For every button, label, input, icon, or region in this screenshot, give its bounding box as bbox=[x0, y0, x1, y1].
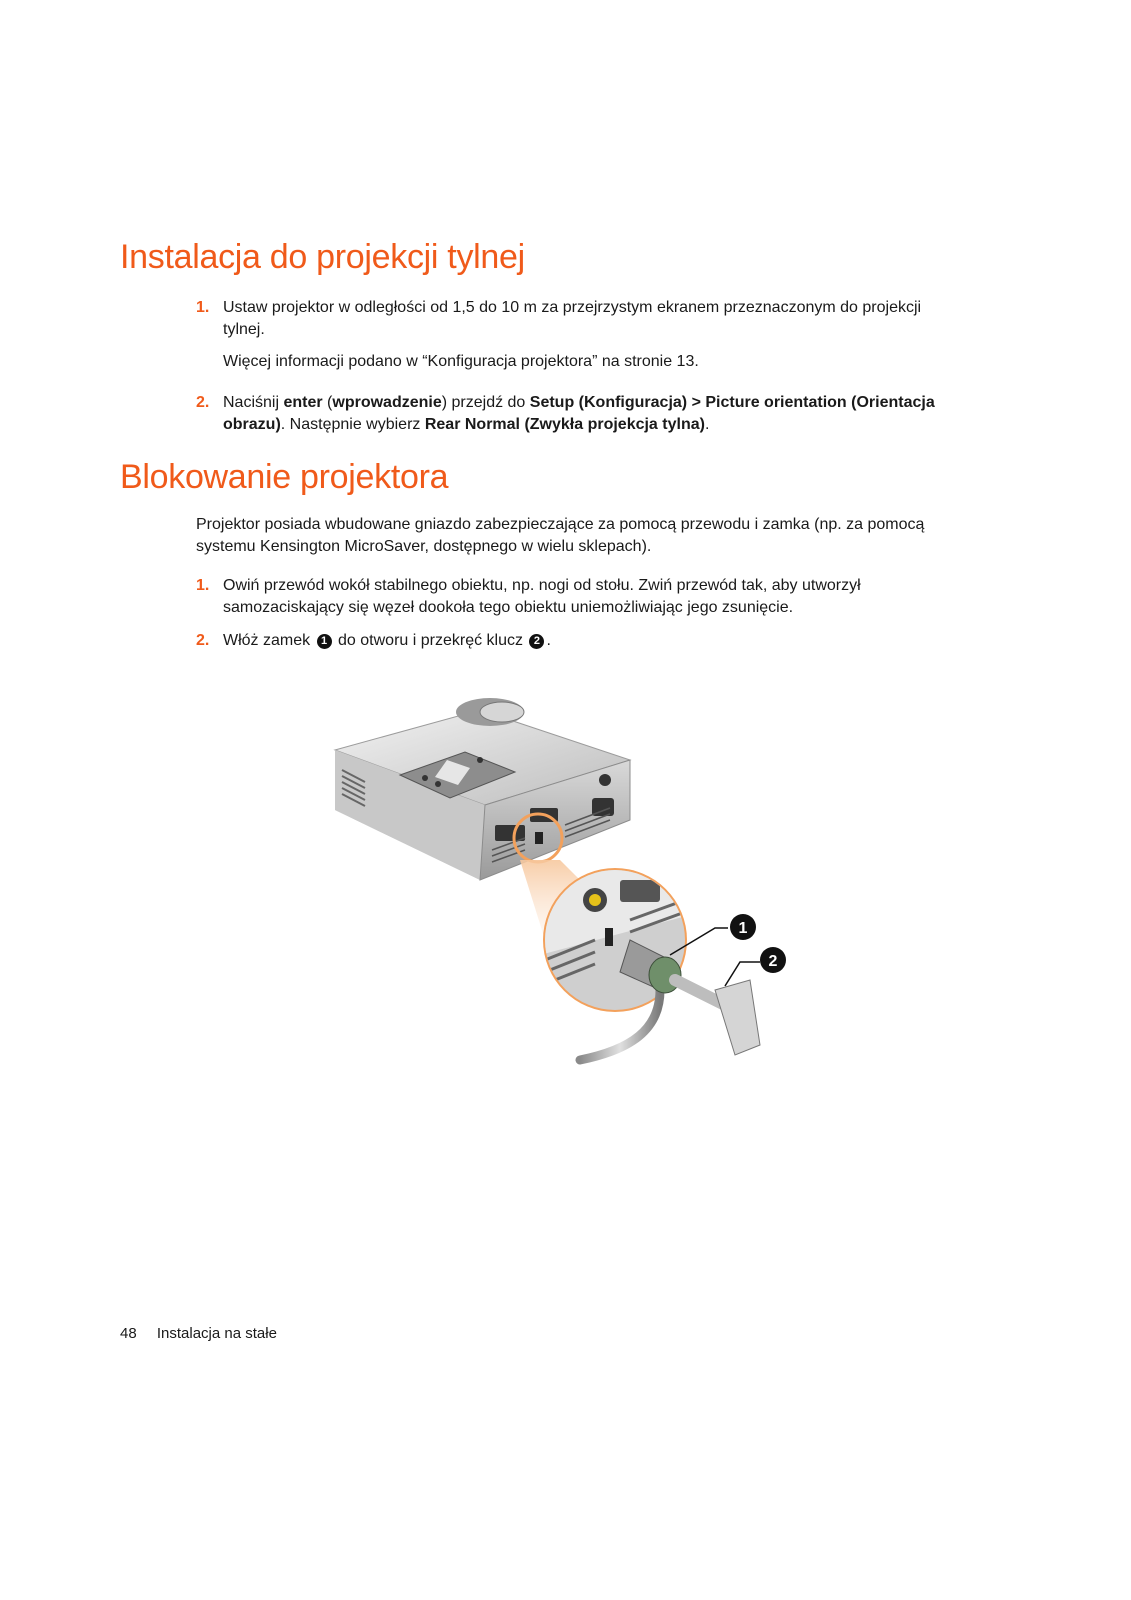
step-number: 2. bbox=[196, 632, 210, 649]
rear-projection-note: Więcej informacji podano w “Konfiguracja projektora” na stronie 13. bbox=[223, 353, 699, 370]
locking-step-1 bbox=[196, 575, 966, 619]
menu-path: Setup (Konfiguracja) > Picture orientation (Orientacja obrazu) bbox=[223, 394, 935, 433]
step-text bbox=[223, 630, 966, 652]
text-run: ) przejdź do bbox=[441, 394, 530, 411]
callout-1-label: 1 bbox=[738, 920, 748, 937]
menu-option: Rear Normal (Zwykła projekcja tylna) bbox=[424, 416, 705, 433]
callout-2-marker: 2 bbox=[529, 634, 544, 649]
locking-intro: Projektor posiada wbudowane gniazdo zabezpieczające za pomocą przewodu i zamka (np. za pomocą systemu Kensington MicroSaver, dostępnego w wielu sklepach). bbox=[196, 516, 925, 555]
projector-body bbox=[335, 698, 630, 880]
key-enter: enter bbox=[283, 394, 323, 411]
rear-projection-step-1 bbox=[196, 297, 966, 341]
step-number: 1. bbox=[196, 299, 210, 316]
text-run: . Następnie wybierz bbox=[280, 416, 425, 433]
key bbox=[715, 980, 760, 1055]
step-number: 1. bbox=[196, 577, 210, 594]
footer-chapter: Instalacja na stałe bbox=[156, 1325, 277, 1342]
rear-projection-step-2 bbox=[196, 392, 966, 436]
step-number: 2. bbox=[196, 394, 210, 411]
section-title-rear-projection: Instalacja do projekcji tylnej bbox=[120, 238, 525, 276]
text-run: Naciśnij bbox=[223, 394, 284, 411]
text-run: . bbox=[546, 632, 551, 649]
step-text: Ustaw projektor w odległości od 1,5 do 10 m za przejrzystym ekranem przeznaczonym do projekcji tylnej. bbox=[223, 299, 922, 338]
callout-2-label: 2 bbox=[768, 953, 778, 970]
callouts bbox=[670, 914, 786, 986]
projector-lock-drawing bbox=[330, 690, 800, 1075]
text-run: ( bbox=[322, 394, 333, 411]
page-number: 48 bbox=[120, 1325, 137, 1342]
key-enter-translation: wprowadzenie bbox=[332, 394, 442, 411]
text-run: . bbox=[704, 416, 710, 433]
locking-step-2 bbox=[196, 630, 966, 652]
section-title-locking: Blokowanie projektora bbox=[120, 458, 449, 496]
projector-lock-illustration bbox=[330, 690, 800, 1075]
text-run: do otworu i przekręć klucz bbox=[333, 632, 528, 649]
step-text bbox=[223, 392, 966, 436]
callout-1-marker: 1 bbox=[317, 634, 332, 649]
page-footer bbox=[120, 1325, 277, 1342]
step-text: Owiń przewód wokół stabilnego obiektu, np. nogi od stołu. Zwiń przewód tak, aby utworzył samozaciskający się węzeł dookoła tego obiektu uniemożliwiając jego zsunięcie. bbox=[223, 577, 861, 616]
text-run: Włóż zamek bbox=[223, 632, 315, 649]
kensington-slot bbox=[535, 832, 543, 844]
